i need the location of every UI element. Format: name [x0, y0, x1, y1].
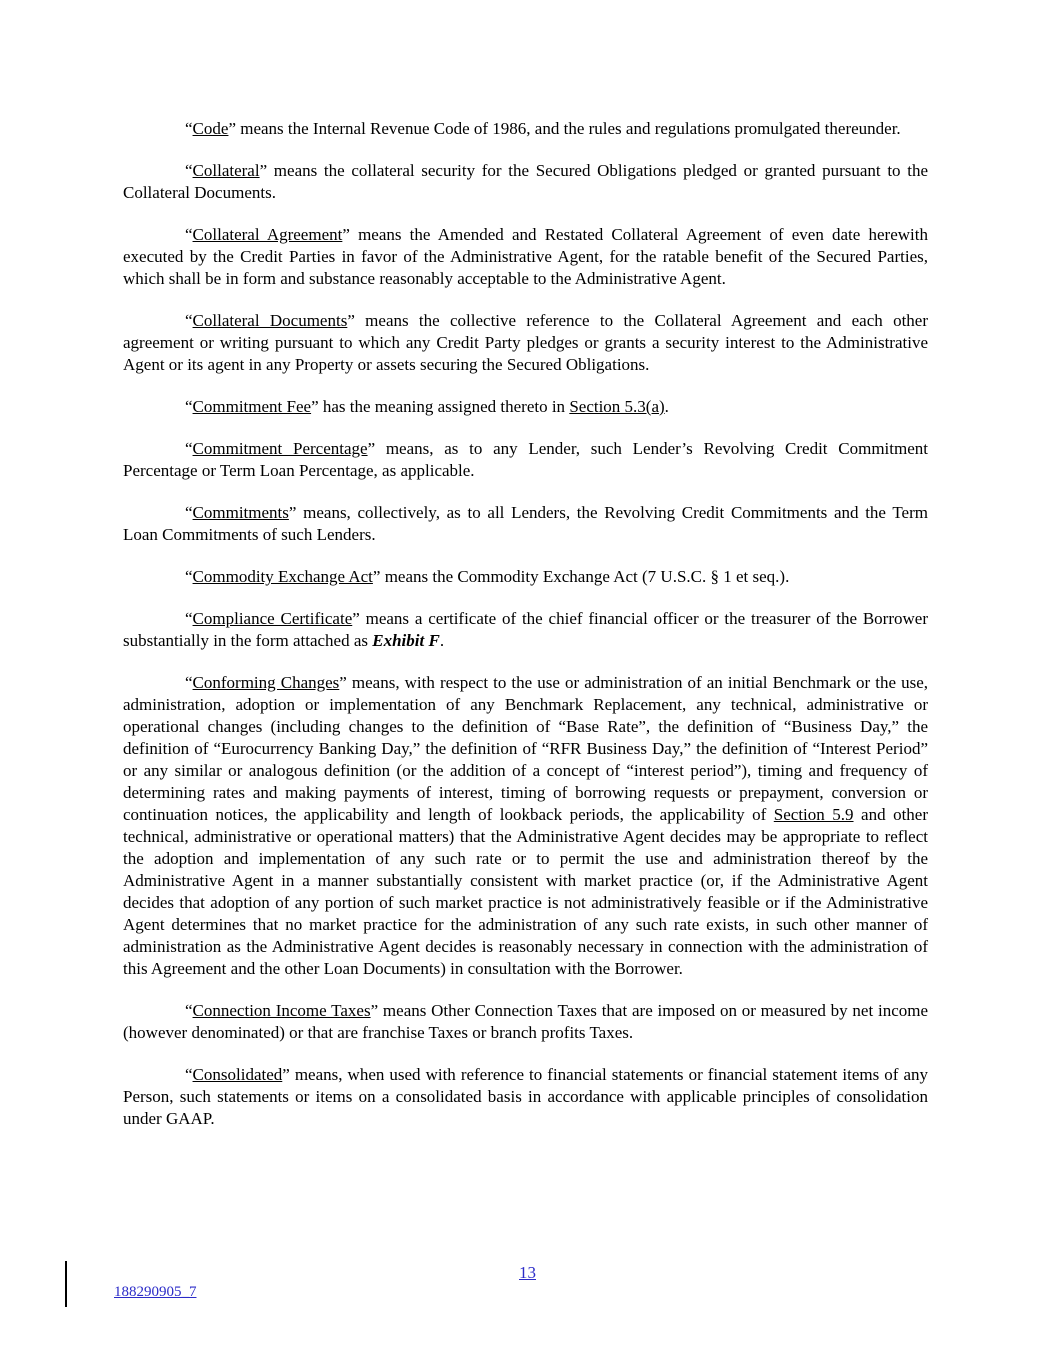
paragraph-text: ” means Other Connection Taxes that are imposed on or measured by net income (however denominated) or that are franchise Taxes or branch profits Taxes. [123, 1001, 929, 1042]
paragraph-text: “ [185, 567, 193, 586]
defined-term: Code [192, 119, 229, 138]
paragraph [123, 672, 928, 980]
paragraph-text: “ [185, 439, 193, 458]
paragraph-text: “ [185, 397, 193, 416]
paragraph-text: ” means the Internal Revenue Code of 1986, and the rules and regulations promulgated thereunder. [228, 119, 901, 138]
page-footer [0, 1263, 1055, 1283]
defined-term: Connection Income Taxes [192, 1001, 371, 1020]
paragraph [123, 224, 928, 290]
paragraph-text: ” means the Commodity Exchange Act (7 U.S.C. § 1 et seq.). [372, 567, 790, 586]
paragraph-text: “ [185, 1001, 193, 1020]
exhibit-reference: Exhibit F [372, 631, 440, 650]
defined-term: Commitment Percentage [192, 439, 368, 458]
paragraph [123, 160, 928, 204]
paragraph-text: “ [185, 673, 193, 692]
paragraph [123, 310, 928, 376]
defined-term: Consolidated [192, 1065, 283, 1084]
paragraph [123, 566, 928, 588]
paragraph-text: “ [185, 225, 193, 244]
document-id-footer [114, 1284, 197, 1301]
paragraph-text: ” means, when used with reference to financial statements or financial statement items of any Person, such statements or items on a consolidated basis in accordance with applicable principles of consolidation under GAAP. [123, 1065, 928, 1128]
defined-term: Collateral Agreement [192, 225, 343, 244]
paragraph-text: . [439, 631, 445, 650]
paragraph-text: ” means, with respect to the use or administration of an initial Benchmark or the use, administration, adoption or implementation of any Benchmark Replacement, any technical, administrative or operational changes (including changes to the definition of “Base Rate”, the definition of “Business Day,” the definition of “Eurocurrency Banking Day,” the definition of “RFR Business Day,” the definition of “Interest Period” or any similar or analogous definition (or the addition of a concept of “interest period”), timing and frequency of determining rates and making payments of interest, timing of borrowing requests or prepayment, conversion or continuation notices, the applicability and length of lookback periods, the applicability of [123, 673, 928, 824]
page-number-link[interactable]: 13 [519, 1263, 536, 1282]
paragraph-text: and other technical, administrative or operational matters) that the Administrative Agent decides may be appropriate to reflect the adoption and implementation of any such rate or to permit the use and administration thereof by the Administrative Agent in a manner substantially consistent with market practice (or, if the Administrative Agent decides that adoption of any portion of such market practice is not administratively feasible or if the Administrative Agent determines that no market practice for the administration of any such rate exists, in such other manner of administration as the Administrative Agent decides is reasonably necessary in connection with the administration of this Agreement and the other Loan Documents) in consultation with the Borrower. [123, 805, 928, 978]
paragraph [123, 1000, 928, 1044]
paragraph-text: ” means, as to any Lender, such Lender’s Revolving Credit Commitment Percentage or Term Loan Percentage, as applicable. [123, 439, 928, 480]
paragraph [123, 118, 928, 140]
defined-term: Compliance Certificate [192, 609, 353, 628]
defined-term: Conforming Changes [192, 673, 340, 692]
defined-term: Commitments [192, 503, 289, 522]
defined-term: Section 5.3(a) [569, 397, 665, 416]
document-id-link[interactable]: 188290905_7 [114, 1284, 197, 1300]
paragraph-text: ” means the collateral security for the Secured Obligations pledged or granted pursuant to the Collateral Documents. [123, 161, 928, 202]
paragraph-text: ” means the Amended and Restated Collateral Agreement of even date herewith executed by the Credit Parties in favor of the Administrative Agent, for the ratable benefit of the Secured Parties, which shall be in form and substance reasonably acceptable to the Administrative Agent. [123, 225, 928, 288]
defined-term: Collateral Documents [192, 311, 348, 330]
paragraph-text: “ [185, 119, 193, 138]
paragraph-text: ” means the collective reference to the Collateral Agreement and each other agreement or writing pursuant to which any Credit Party pledges or grants a security interest to the Administrative Agent or its agent in any Property or assets securing the Secured Obligations. [123, 311, 928, 374]
paragraph [123, 396, 928, 418]
paragraph-text: . [664, 397, 669, 416]
paragraph-text: “ [185, 1065, 193, 1084]
paragraph-text: “ [185, 161, 193, 180]
defined-term: Section 5.9 [773, 805, 854, 824]
paragraph-text: ” has the meaning assigned thereto in [311, 397, 570, 416]
paragraph [123, 1064, 928, 1130]
defined-term: Collateral [192, 161, 260, 180]
paragraph-text: “ [185, 609, 193, 628]
paragraph [123, 438, 928, 482]
paragraph-text: ” means a certificate of the chief financial officer or the treasurer of the Borrower substantially in the form attached as [123, 609, 928, 650]
paragraph-text: “ [185, 503, 193, 522]
defined-term: Commitment Fee [192, 397, 312, 416]
defined-term: Commodity Exchange Act [192, 567, 373, 586]
paragraph-text: “ [185, 311, 193, 330]
paragraph-text: ” means, collectively, as to all Lenders, the Revolving Credit Commitments and the Term Loan Commitments of such Lenders. [123, 503, 928, 544]
paragraph [123, 608, 928, 652]
document-body [123, 118, 928, 1130]
paragraph [123, 502, 928, 546]
